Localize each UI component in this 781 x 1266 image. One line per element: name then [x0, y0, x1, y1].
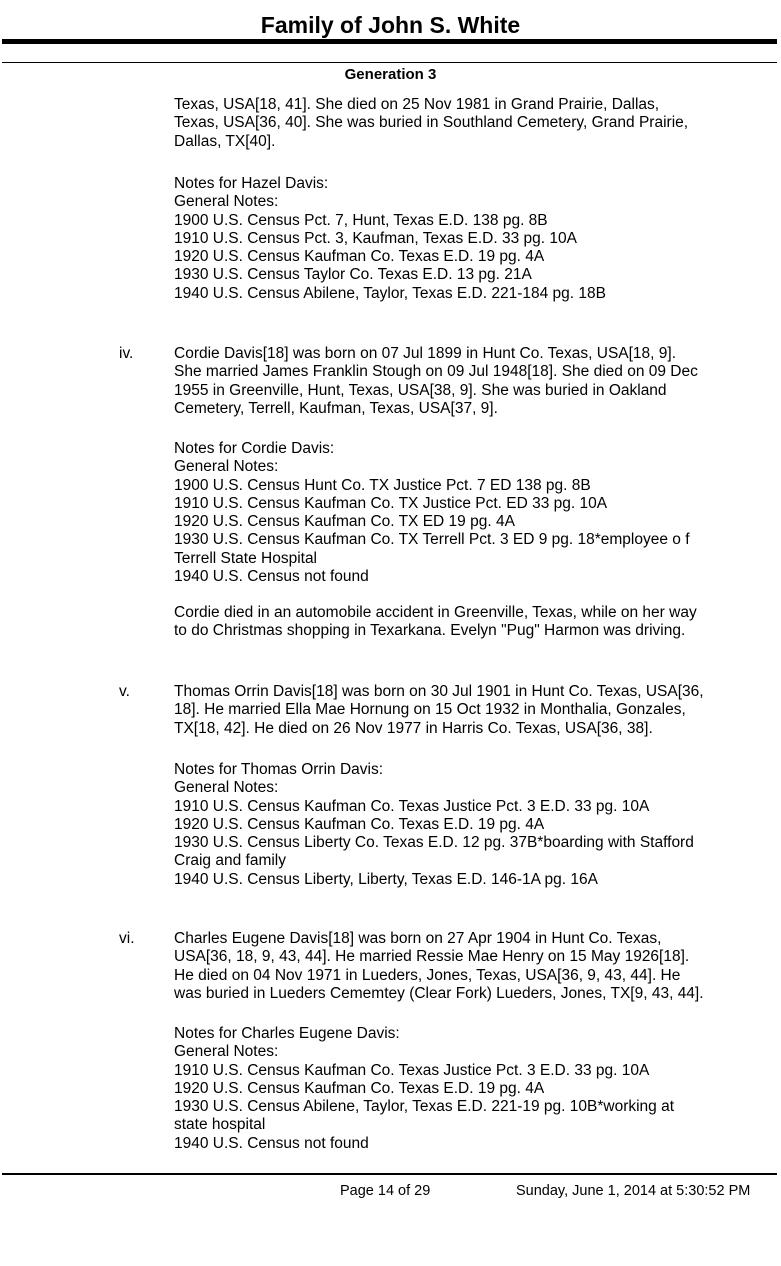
continuation-notes [174, 175, 774, 303]
entry-numeral: v. [119, 683, 130, 700]
note-line: 1910 U.S. Census Kaufman Co. Texas Justice Pct. 3 E.D. 33 pg. 10A [174, 1061, 650, 1079]
entry-bio [174, 683, 774, 738]
note-line: 1920 U.S. Census Kaufman Co. TX ED 19 pg. 4A [174, 513, 515, 531]
notes-heading: Notes for Charles Eugene Davis: [174, 1025, 400, 1042]
note-line: 1910 U.S. Census Kaufman Co. Texas Justice Pct. 3 E.D. 33 pg. 10A [174, 797, 650, 815]
text-line: 18]. He married Ella Mae Hornung on 15 Oct 1932 in Monthalia, Gonzales, [174, 701, 686, 719]
text-line: Cordie Davis[18] was born on 07 Jul 1899 in Hunt Co. Texas, USA[18, 9]. [174, 345, 677, 362]
notes-heading: Notes for Hazel Davis: [174, 175, 329, 192]
text-line: He died on 04 Nov 1971 in Lueders, Jones, Texas, USA[36, 9, 43, 44]. He [174, 966, 681, 984]
entry-extra-note [174, 604, 774, 641]
print-timestamp: Sunday, June 1, 2014 at 5:30:52 PM [516, 1183, 751, 1199]
header-rule [2, 39, 777, 44]
entry-bio [174, 345, 774, 418]
note-line: 1940 U.S. Census Liberty, Liberty, Texas E.D. 146-1A pg. 16A [174, 870, 598, 888]
footer-rule [2, 1173, 777, 1175]
note-line: 1940 U.S. Census not found [174, 1134, 369, 1152]
notes-subheading: General Notes: [174, 458, 279, 476]
note-line: 1900 U.S. Census Hunt Co. TX Justice Pct. 7 ED 138 pg. 8B [174, 476, 591, 494]
note-line: 1930 U.S. Census Abilene, Taylor, Texas E.D. 221-19 pg. 10B*working at [174, 1098, 675, 1116]
entry-notes [174, 440, 774, 586]
continuation-bio [174, 96, 774, 151]
text-line: Dallas, TX[40]. [174, 132, 276, 150]
text-line: USA[36, 18, 9, 43, 44]. He married Ressie Mae Henry on 15 May 1926[18]. [174, 948, 690, 966]
entry-numeral: iv. [119, 345, 134, 362]
note-line: 1910 U.S. Census Pct. 3, Kaufman, Texas E.D. 33 pg. 10A [174, 229, 577, 247]
note-line: Craig and family [174, 852, 286, 870]
entry-notes [174, 1025, 774, 1153]
note-line: 1940 U.S. Census not found [174, 568, 369, 586]
note-line: 1920 U.S. Census Kaufman Co. Texas E.D. 19 pg. 4A [174, 815, 545, 833]
text-line: 1955 in Greenville, Hunt, Texas, USA[38, 9]. She was buried in Oakland [174, 381, 667, 399]
entry-numeral: vi. [119, 930, 135, 947]
text-line: She married James Franklin Stough on 09 Jul 1948[18]. She died on 09 Dec [174, 363, 698, 381]
text-line: Charles Eugene Davis[18] was born on 27 Apr 1904 in Hunt Co. Texas, [174, 930, 662, 947]
note-line: 1930 U.S. Census Taylor Co. Texas E.D. 13 pg. 21A [174, 266, 532, 284]
note-line: 1920 U.S. Census Kaufman Co. Texas E.D. 19 pg. 4A [174, 1079, 545, 1097]
text-line: Texas, USA[18, 41]. She died on 25 Nov 1981 in Grand Prairie, Dallas, [174, 96, 660, 113]
generation-heading: Generation 3 [344, 66, 437, 83]
notes-heading: Notes for Cordie Davis: [174, 440, 335, 457]
text-line: TX[18, 42]. He died on 26 Nov 1977 in Harris Co. Texas, USA[36, 38]. [174, 719, 653, 737]
note-line: 1910 U.S. Census Kaufman Co. TX Justice Pct. ED 33 pg. 10A [174, 494, 608, 512]
note-line: state hospital [174, 1116, 266, 1134]
notes-heading: Notes for Thomas Orrin Davis: [174, 761, 384, 778]
page-title: Family of John S. White [260, 12, 521, 38]
page-number: Page 14 of 29 [340, 1183, 431, 1199]
entry-bio [174, 930, 774, 1003]
note-line: 1940 U.S. Census Abilene, Taylor, Texas E.D. 221-184 pg. 18B [174, 284, 606, 302]
notes-subheading: General Notes: [174, 1043, 279, 1061]
text-line: to do Christmas shopping in Texarkana. Evelyn "Pug" Harmon was driving. [174, 622, 686, 640]
note-line: 1900 U.S. Census Pct. 7, Hunt, Texas E.D. 138 pg. 8B [174, 211, 548, 229]
notes-subheading: General Notes: [174, 193, 279, 211]
text-line: Texas, USA[36, 40]. She was buried in Southland Cemetery, Grand Prairie, [174, 114, 689, 132]
text-line: was buried in Lueders Cememtey (Clear Fork) Lueders, Jones, TX[9, 43, 44]. [174, 984, 704, 1002]
header-rule-thin [2, 62, 777, 63]
notes-subheading: General Notes: [174, 779, 279, 797]
entry-notes [174, 761, 774, 889]
note-line: 1920 U.S. Census Kaufman Co. Texas E.D. 19 pg. 4A [174, 248, 545, 266]
note-line: 1930 U.S. Census Liberty Co. Texas E.D. 12 pg. 37B*boarding with Stafford [174, 834, 694, 852]
text-line: Cemetery, Terrell, Kaufman, Texas, USA[37, 9]. [174, 399, 498, 417]
note-line: 1930 U.S. Census Kaufman Co. TX Terrell Pct. 3 ED 9 pg. 18*employee o f [174, 531, 690, 549]
text-line: Cordie died in an automobile accident in Greenville, Texas, while on her way [174, 604, 697, 621]
text-line: Thomas Orrin Davis[18] was born on 30 Jul 1901 in Hunt Co. Texas, USA[36, [174, 683, 704, 700]
note-line: Terrell State Hospital [174, 549, 318, 567]
